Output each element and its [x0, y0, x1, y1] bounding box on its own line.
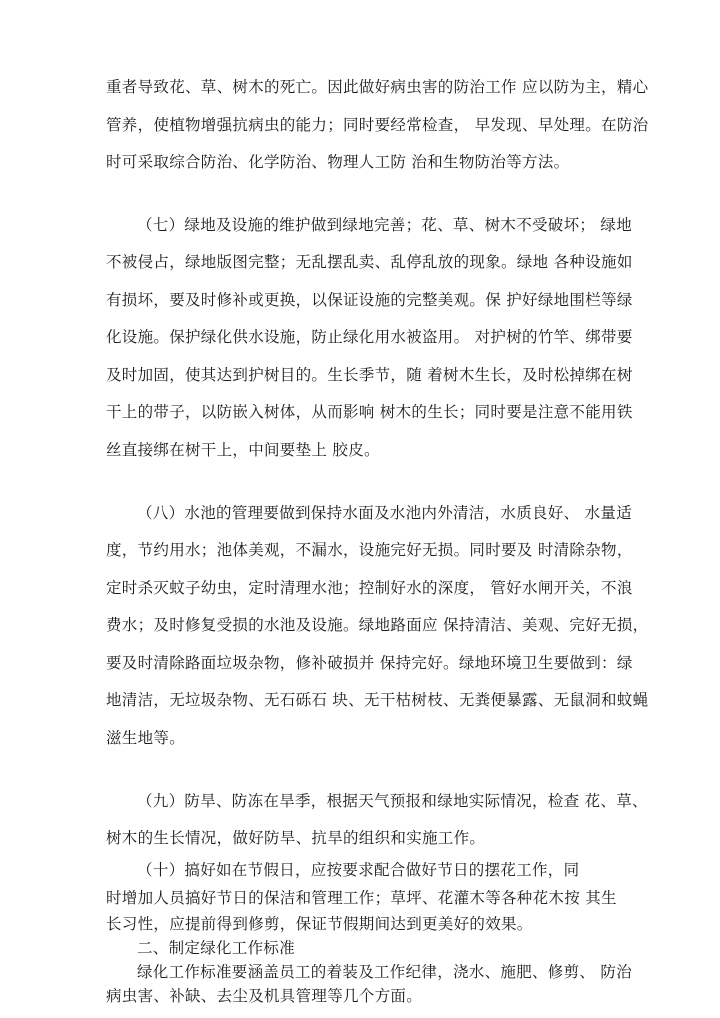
text-line: 有损坏，要及时修补或更换，以保证设施的完整美观。保 护好绿地围栏等绿: [106, 291, 633, 309]
text-line: 长习性，应提前得到修剪，保证节假期间达到更美好的效果。: [106, 915, 533, 933]
text-line: 定时杀灭蚊子幼虫，定时清理水池；控制好水的深度， 管好水闸开关，不浪: [106, 579, 633, 597]
text-line: 不被侵占，绿地版图完整；无乱摆乱卖、乱停乱放的现象。绿地 各种设施如: [106, 253, 633, 271]
text-line: 绿化工作标准要涵盖员工的着装及工作纪律，浇水、施肥、修剪、 防治: [137, 963, 633, 981]
text-line: 化设施。保护绿化供水设施，防止绿化用水被盗用。 对护树的竹竿、绑带要: [106, 328, 633, 346]
text-line: 时增加人员搞好节日的保洁和管理工作；草坪、花灌木等各种花木按 其生: [106, 889, 617, 907]
text-line: （八）水池的管理要做到保持水面及水池内外清洁，水质良好、 水量适: [137, 504, 633, 522]
text-line: 丝直接绑在树干上，中间要垫上 胶皮。: [106, 441, 380, 459]
text-line: （十）搞好如在节假日，应按要求配合做好节日的摆花工作，同: [137, 861, 580, 879]
text-line: 树木的生长情况，做好防旱、抗旱的组织和实施工作。: [106, 829, 486, 847]
section-heading: 二、制定绿化工作标准: [137, 939, 296, 957]
text-line: 及时加固，使其达到护树目的。生长季节，随 着树木生长，及时松掉绑在树: [106, 366, 633, 384]
text-line: 地清洁，无垃圾杂物、无石砾石 块、无干枯树枝、无粪便暴露、无鼠洞和蚊蝇: [106, 691, 649, 709]
text-line: 重者导致花、草、树木的死亡。因此做好病虫害的防治工作 应以防为主，精心: [106, 78, 649, 96]
text-line: 时可采取综合防治、化学防治、物理人工防 治和生物防治等方法。: [106, 153, 570, 171]
text-line: 管养，使植物增强抗病虫的能力；同时要经常检查， 早发现、早处理。在防治: [106, 116, 649, 134]
text-line: 度，节约用水；池体美观，不漏水，设施完好无损。同时要及 时清除杂物，: [106, 541, 633, 559]
text-line: 滋生地等。: [106, 729, 186, 747]
text-line: 费水；及时修复受损的水池及设施。绿地路面应 保持清洁、美观、完好无损，: [106, 616, 649, 634]
text-line: 干上的带子，以防嵌入树体，从而影响 树木的生长；同时要是注意不能用铁: [106, 403, 633, 421]
text-line: （七）绿地及设施的维护做到绿地完善；花、草、树木不受破坏； 绿地: [137, 216, 633, 234]
text-line: （九）防旱、防冻在旱季，根据天气预报和绿地实际情况，检查 花、草、: [137, 792, 648, 810]
text-line: 病虫害、补缺、去尘及机具管理等几个方面。: [106, 987, 423, 1005]
text-line: 要及时清除路面垃圾杂物，修补破损并 保持完好。绿地环境卫生要做到：绿: [106, 654, 633, 672]
